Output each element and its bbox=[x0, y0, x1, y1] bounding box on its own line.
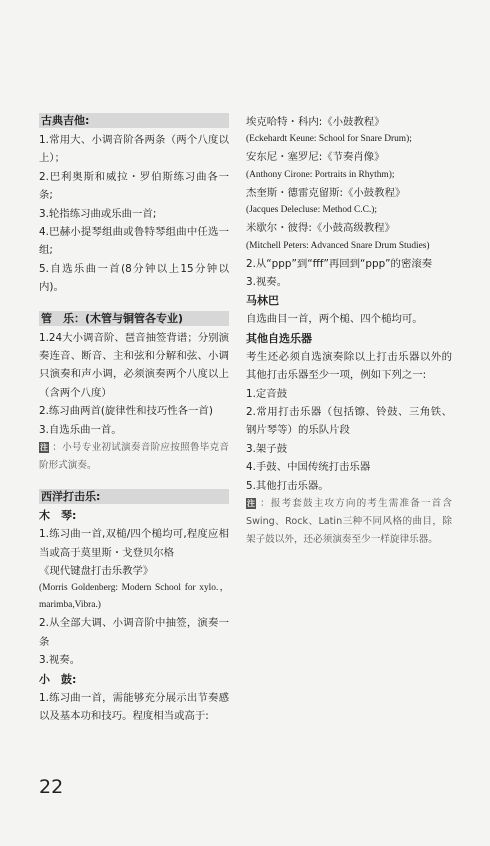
list-item: 3.视奏。 bbox=[246, 276, 288, 289]
subheading-other-instruments: 其他自选乐器 bbox=[246, 331, 312, 345]
section-heading-percussion: 西洋打击乐: bbox=[39, 489, 229, 504]
list-item: 2.练习曲两首(旋律性和技巧性各一首) bbox=[39, 405, 213, 418]
book-english-title: (Jacques Delecluse: Method C.C.); bbox=[246, 205, 377, 216]
list-item: 2.从“ppp”到“fff”再回到“ppp”的密滚奏 bbox=[246, 257, 433, 270]
list-item: 1.24大小调音阶、琶音抽签背谱；分别演奏连音、断音、主和弦和分解和弦、小调只演奏和声小调，必须演奏两个八度以上（含两个八度） bbox=[39, 331, 229, 399]
note bbox=[39, 439, 229, 475]
list-item: 3.轮指练习曲或乐曲一首; bbox=[39, 207, 157, 220]
list-item: 3.架子鼓 bbox=[246, 442, 288, 455]
subheading-marimba: 马林巴 bbox=[246, 294, 279, 308]
book-english-title: (Mitchell Peters: Advanced Snare Drum Studies) bbox=[246, 240, 430, 251]
subheading-xylophone: 木 琴: bbox=[39, 509, 77, 523]
book-title: 米歇尔・彼得:《小鼓高级教程》 bbox=[246, 222, 395, 235]
book-title: 埃克哈特・科内:《小鼓教程》 bbox=[246, 116, 385, 128]
paragraph: 自选曲目一首，两个槌、四个槌均可。 bbox=[246, 313, 423, 326]
note-text: ：报考套鼓主攻方向的考生需准备一首含Swing、Rock、Latin三种不同风格的曲目，除架子鼓以外，还必须演奏至少一样旋律乐器。 bbox=[246, 498, 452, 546]
list-item: 1.练习曲一首，需能够充分展示出节奏感以及基本功和技巧。程度相当或高于: bbox=[39, 691, 229, 722]
list-item: 5.自选乐曲一首(8分钟以上15分钟以内)。 bbox=[39, 262, 229, 294]
list-item: 3.自选乐曲一首。 bbox=[39, 423, 122, 436]
note-tag: 注 bbox=[247, 499, 255, 509]
note bbox=[246, 495, 452, 549]
list-item: 4.手鼓、中国传统打击乐器 bbox=[246, 461, 371, 474]
list-item: 4.巴赫小提琴组曲或鲁特琴组曲中任选一组; bbox=[39, 226, 229, 257]
book-english-title: (Eckehardt Keune: School for Snare Drum); bbox=[246, 134, 412, 145]
note-text: ：小号专业初试演奏音阶应按照鲁毕克音阶形式演奏。 bbox=[39, 442, 229, 472]
page-number: 22 bbox=[39, 776, 64, 798]
right-column bbox=[246, 113, 452, 549]
section-heading-classical-guitar: 古典吉他: bbox=[39, 113, 229, 128]
paragraph: 考生还必须自选演奏除以上打击乐器以外的其他打击乐器至少一项，例如下列之一: bbox=[246, 350, 452, 382]
book-english-title: (Anthony Cirone: Portraits in Rhythm); bbox=[246, 169, 395, 180]
book-english-title: (Morris Goldenberg: Modern School for xylo.，marimba,Vibra.) bbox=[39, 583, 229, 611]
list-item: 2.巴利奥斯和威拉・罗伯斯练习曲各一条; bbox=[39, 170, 229, 202]
book-title: 杰奎斯・德雷克留斯:《小鼓教程》 bbox=[246, 186, 406, 199]
list-item: 5.其他打击乐器。 bbox=[246, 479, 329, 492]
book-title: 安东尼・塞罗尼:《节奏肖像》 bbox=[246, 151, 385, 164]
list-item: 2.从全部大调、小调音阶中抽签，演奏一条 bbox=[39, 617, 229, 648]
left-column bbox=[39, 113, 229, 725]
list-item: 1.定音鼓 bbox=[246, 387, 288, 400]
subheading-snare-drum: 小 鼓: bbox=[39, 672, 77, 686]
list-item: 1.常用大、小调音阶各两条（两个八度以上）； bbox=[39, 134, 229, 165]
list-item: 1.练习曲一首,双槌/四个槌均可,程度应相当或高于莫里斯・戈登贝尔格 bbox=[39, 528, 229, 559]
list-item: 3.视奏。 bbox=[39, 654, 81, 667]
note-tag: 注 bbox=[40, 443, 48, 453]
book-title: 《现代键盘打击乐教学》 bbox=[39, 564, 154, 577]
section-heading-winds: 管 乐：(木管与铜管各专业) bbox=[39, 311, 229, 326]
list-item: 2.常用打击乐器（包括镲、铃鼓、三角铁、钢片琴等）的乐队片段 bbox=[246, 406, 452, 437]
